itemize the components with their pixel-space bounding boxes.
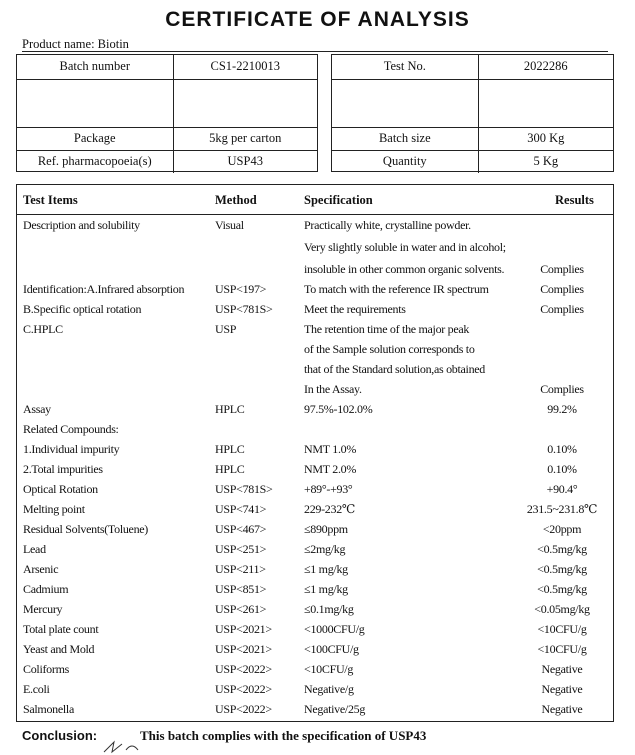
test-result: Complies: [540, 302, 584, 316]
header-label: Quantity: [332, 150, 478, 173]
table-row: [17, 559, 613, 579]
test-item: Coliforms: [23, 662, 69, 676]
test-specification: In the Assay.: [304, 382, 362, 396]
test-method: USP<211>: [215, 562, 266, 576]
header-value: 2022286: [478, 55, 613, 79]
test-item: Arsenic: [23, 562, 59, 576]
conclusion-text: This batch complies with the specification of USP43: [140, 728, 427, 743]
test-method: Visual: [215, 218, 244, 232]
test-result: <10CFU/g: [537, 642, 587, 656]
test-method: USP<741>: [215, 502, 267, 516]
test-result: 99.2%: [547, 402, 577, 416]
test-method: USP<851>: [215, 582, 267, 596]
table-row: [17, 419, 613, 439]
test-specification: Meet the requirements: [304, 302, 406, 316]
test-result: +90.4°: [546, 482, 578, 496]
test-result: 0.10%: [547, 462, 577, 476]
conclusion-label: Conclusion:: [22, 728, 98, 743]
test-method: HPLC: [215, 462, 245, 476]
test-method: USP<2021>: [215, 642, 272, 656]
test-specification: ≤1 mg/kg: [304, 582, 348, 596]
table-row: [17, 339, 613, 359]
test-item: Description and solubility: [23, 218, 140, 232]
test-result: <0.5mg/kg: [537, 582, 587, 596]
test-specification: that of the Standard solution,as obtained: [304, 362, 485, 376]
test-method: USP<197>: [215, 282, 267, 296]
signature-mark: [100, 738, 160, 755]
header-value: 300 Kg: [478, 127, 613, 150]
test-item: 1.Individual impurity: [23, 442, 120, 456]
header-row: [17, 150, 317, 173]
test-method: HPLC: [215, 442, 245, 456]
test-item: Salmonella: [23, 702, 74, 716]
test-method: USP<2022>: [215, 662, 272, 676]
header-row: [332, 79, 613, 127]
table-row: [17, 599, 613, 619]
header-row: [332, 127, 613, 150]
header-value: 5kg per carton: [173, 127, 317, 150]
test-item: Melting point: [23, 502, 85, 516]
test-specification: <10CFU/g: [304, 662, 354, 676]
test-item: Lead: [23, 542, 46, 556]
test-method: USP<251>: [215, 542, 267, 556]
test-method: USP<261>: [215, 602, 267, 616]
test-item: B.Specific optical rotation: [23, 302, 142, 316]
table-header: [17, 185, 613, 215]
col-specification: Specification: [304, 193, 373, 207]
header-row: [332, 55, 613, 79]
header-row: [17, 127, 317, 150]
header-label: Ref. pharmacopoeia(s): [17, 150, 173, 173]
table-row: [17, 639, 613, 659]
test-item: 2.Total impurities: [23, 462, 103, 476]
test-specification: To match with the reference IR spectrum: [304, 282, 489, 296]
test-specification: NMT 1.0%: [304, 442, 357, 456]
product-name: Product name: Biotin: [22, 37, 129, 51]
table-row: [17, 479, 613, 499]
table-row: [17, 619, 613, 639]
test-method: USP<781S>: [215, 482, 273, 496]
test-item: E.coli: [23, 682, 50, 696]
table-row: [17, 699, 613, 719]
test-item: Total plate count: [23, 622, 99, 636]
test-specification: Negative/25g: [304, 702, 366, 716]
document-title: CERTIFICATE OF ANALYSIS: [165, 8, 470, 31]
test-result: <0.5mg/kg: [537, 562, 587, 576]
table-row: [17, 399, 613, 419]
test-results-table: [16, 184, 614, 722]
table-row: [17, 259, 613, 279]
header-label: Package: [17, 127, 173, 150]
header-right-table: [332, 55, 613, 173]
test-result: <20ppm: [542, 522, 582, 536]
test-method: USP<781S>: [215, 302, 273, 316]
test-result: Complies: [540, 262, 584, 276]
header-right-box: [331, 54, 614, 172]
test-item: Assay: [23, 402, 51, 416]
table-row: [17, 539, 613, 559]
header-row: [17, 79, 317, 127]
table-row: [17, 215, 613, 235]
test-item: Yeast and Mold: [23, 642, 95, 656]
col-method: Method: [215, 193, 257, 207]
header-label: [17, 79, 173, 127]
test-specification: ≤2mg/kg: [304, 542, 346, 556]
test-result: <0.5mg/kg: [537, 542, 587, 556]
table-row: [17, 279, 613, 299]
test-specification: ≤0.1mg/kg: [304, 602, 354, 616]
test-specification: ≤1 mg/kg: [304, 562, 348, 576]
test-specification: 97.5%-102.0%: [304, 402, 373, 416]
header-label: Batch number: [17, 55, 173, 79]
table-row: [17, 237, 613, 257]
product-underline: [22, 51, 608, 52]
test-method: USP<2022>: [215, 682, 272, 696]
test-specification: 229-232℃: [304, 502, 356, 516]
test-result: <10CFU/g: [537, 622, 587, 636]
test-method: USP<2022>: [215, 702, 272, 716]
header-label: Test No.: [332, 55, 478, 79]
test-item: Mercury: [23, 602, 63, 616]
test-item: Cadmium: [23, 582, 69, 596]
table-row: [17, 379, 613, 399]
header-label: [332, 79, 478, 127]
test-result: Negative: [541, 662, 583, 676]
test-specification: of the Sample solution corresponds to: [304, 342, 475, 356]
header-left-table: [17, 55, 317, 173]
table-row: [17, 659, 613, 679]
table-row: [17, 439, 613, 459]
test-specification: <100CFU/g: [304, 642, 359, 656]
test-method: USP<467>: [215, 522, 267, 536]
test-specification: The retention time of the major peak: [304, 322, 470, 336]
test-method: USP: [215, 322, 237, 336]
test-item: Related Compounds:: [23, 422, 119, 436]
header-value: USP43: [173, 150, 317, 173]
table-row: [17, 579, 613, 599]
test-item: Identification:A.Infrared absorption: [23, 282, 185, 296]
header-value: [478, 79, 613, 127]
col-test-items: Test Items: [23, 193, 78, 207]
test-specification: +89°-+93°: [304, 482, 353, 496]
test-result: Negative: [541, 702, 583, 716]
test-result: 0.10%: [547, 442, 577, 456]
test-item: Residual Solvents(Toluene): [23, 522, 149, 536]
table-row: [17, 299, 613, 319]
header-value: CS1-2210013: [173, 55, 317, 79]
header-value: [173, 79, 317, 127]
test-result: Complies: [540, 382, 584, 396]
test-method: HPLC: [215, 402, 245, 416]
table-row: [17, 359, 613, 379]
test-specification: <1000CFU/g: [304, 622, 365, 636]
test-result: Complies: [540, 282, 584, 296]
test-specification: ≤890ppm: [304, 522, 348, 536]
header-label: Batch size: [332, 127, 478, 150]
test-specification: Very slightly soluble in water and in alcohol;: [304, 240, 506, 254]
test-item: Optical Rotation: [23, 482, 98, 496]
test-result: <0.05mg/kg: [534, 602, 590, 616]
table-row: [17, 499, 613, 519]
table-row: [17, 459, 613, 479]
table-row: [17, 679, 613, 699]
test-result: Negative: [541, 682, 583, 696]
header-row: [17, 55, 317, 79]
test-specification: Practically white, crystalline powder.: [304, 218, 471, 232]
test-method: USP<2021>: [215, 622, 272, 636]
test-specification: Negative/g: [304, 682, 354, 696]
header-left-box: [16, 54, 318, 172]
col-results: Results: [555, 193, 594, 207]
test-specification: insoluble in other common organic solvents.: [304, 262, 505, 276]
test-item: C.HPLC: [23, 322, 63, 336]
table-row: [17, 519, 613, 539]
header-value: 5 Kg: [478, 150, 613, 173]
table-row: [17, 319, 613, 339]
test-result: 231.5~231.8℃: [526, 502, 598, 516]
test-specification: NMT 2.0%: [304, 462, 357, 476]
header-row: [332, 150, 613, 173]
